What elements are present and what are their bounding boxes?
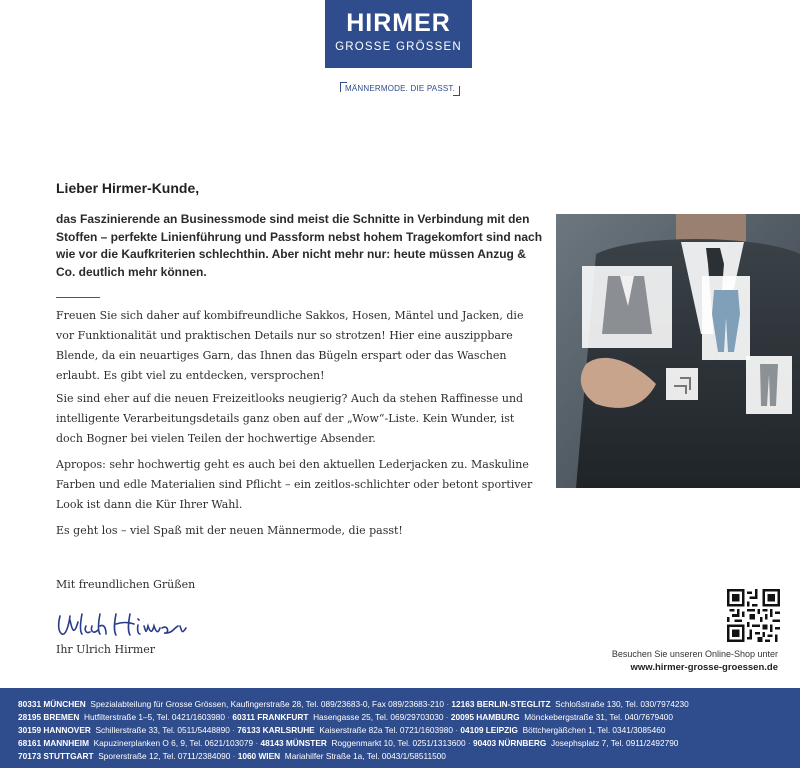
store-city: 90403 NÜRNBERG [473, 738, 547, 748]
store-detail: Hutfilterstraße 1–5, Tel. 0421/1603980 [83, 712, 225, 722]
letter-paragraph: Es geht los – viel Spaß mit der neuen Männermode, die passt! [56, 524, 403, 537]
store-line: 30159 HANNOVER Schillerstraße 33, Tel. 0511/5448890 · 76133 KARLSRUHE Kaiserstraße 82a Tel. 0721/1603980 · 04109 LEIPZIG Böttchergäßchen 1, Tel. 0341/3085460 [18, 725, 666, 735]
store-detail: Mönckebergstraße 31, Tel. 040/7679400 [524, 712, 674, 722]
store-line: 80331 MÜNCHEN Spezialabteilung für Grosse Grössen, Kaufingerstraße 28, Tel. 089/23683-0, Fax 089/23683-210 · 12163 BERLIN-STEGLITZ Schloßstraße 130, Tel. 030/7974230 [18, 699, 689, 709]
letter-greeting: Lieber Hirmer-Kunde, [56, 180, 200, 196]
store-detail: Kapuzinerplanken O 6, 9, Tel. 0621/103079 [93, 738, 254, 748]
store-line: 28195 BREMEN Hutfilterstraße 1–5, Tel. 0421/1603980 · 60311 FRANKFURT Hasengasse 25, Tel. 069/29703030 · 20095 HAMBURG Mönckebergstraße 31, Tel. 040/7679400 [18, 712, 674, 722]
store-city: 1060 WIEN [237, 751, 281, 761]
store-detail: Sporerstraße 12, Tel. 0711/2384090 [98, 751, 231, 761]
store-footer [0, 688, 800, 768]
store-city: 12163 BERLIN-STEGLITZ [451, 699, 551, 709]
store-city: 48143 MÜNSTER [260, 738, 327, 748]
store-city: 20095 HAMBURG [450, 712, 520, 722]
store-city: 60311 FRANKFURT [232, 712, 309, 722]
store-city: 80331 MÜNCHEN [18, 699, 86, 709]
store-detail: Hasengasse 25, Tel. 069/29703030 [313, 712, 444, 722]
store-detail: Mariahilfer Straße 1a, Tel. 0043/1/58511500 [284, 751, 446, 761]
store-detail: Böttchergäßchen 1, Tel. 0341/3085460 [522, 725, 666, 735]
photo-illustration [556, 214, 800, 488]
store-city: 76133 KARLSRUHE [237, 725, 315, 735]
store-detail: Kaiserstraße 82a Tel. 0721/1603980 [319, 725, 453, 735]
shop-label: Besuchen Sie unseren Online-Shop unter [611, 649, 778, 659]
letter-intro: das Faszinierende an Businessmode sind meist die Schnitte in Verbindung mit den Stoffen – perfekte Linienführung und Passform nebst hohem Tragekomfort sind nach wie vor die Kaufkriterien schlechthin. Aber nicht mehr nur: heute müssen Anzug & Co. deutlich mehr können. [56, 212, 543, 279]
store-detail: Schillerstraße 33, Tel. 0511/5448890 [95, 725, 230, 735]
store-city: 70173 STUTTGART [18, 751, 94, 761]
qr-code-icon [727, 589, 780, 642]
letter-paragraph: Freuen Sie sich daher auf kombifreundliche Sakkos, Hosen, Mäntel und Jacken, die vor Funktionalität und praktischen Details nur so strotzen! Hier eine auszippbare Blende, da ein neuartiges Garn, das Ihnen das Bügeln erspart oder das Waschen erlaubt. Es gibt viel zu entdecken, versprochen! [56, 309, 524, 382]
store-city: 28195 BREMEN [18, 712, 80, 722]
letter-paragraph: Sie sind eher auf die neuen Freizeitlooks neugierig? Auch da stehen Raffinesse und intelligente Verarbeitungsdetails ganz oben auf der „Wow“-Liste. Kein Wunder, ist doch Bogner bei vielen Teilen der hochwertige Absender. [56, 392, 524, 445]
store-detail: Spezialabteilung für Grosse Grössen, Kaufingerstraße 28, Tel. 089/23683-0, Fax 089/23683-210 [90, 699, 445, 709]
store-detail: Josephsplatz 7, Tel. 0911/2492790 [550, 738, 679, 748]
divider [56, 297, 100, 298]
brand-logo [325, 0, 472, 68]
letter-closing: Mit freundlichen Grüßen [56, 578, 196, 591]
store-city: 30159 HANNOVER [18, 725, 91, 735]
brand-name: HIRMER [346, 9, 451, 37]
brand-slogan: MÄNNERMODE. DIE PASST. [340, 82, 460, 96]
letter-paragraph: Apropos: sehr hochwertig geht es auch bei den aktuellen Lederjacken zu. Maskuline Farben und edle Materialien sind Pflicht – ein zeitlos-schlichter oder betont sportiver Look ist dann die Kür Ihrer Wahl. [56, 458, 533, 511]
store-city: 68161 MANNHEIM [18, 738, 90, 748]
signer-name: Ihr Ulrich Hirmer [56, 643, 156, 656]
store-city: 04109 LEIPZIG [460, 725, 519, 735]
brand-subtitle: GROSSE GRÖSSEN [335, 41, 462, 53]
business-photo [556, 214, 800, 488]
store-detail: Schloßstraße 130, Tel. 030/7974230 [555, 699, 689, 709]
store-line: 68161 MANNHEIM Kapuzinerplanken O 6, 9, Tel. 0621/103079 · 48143 MÜNSTER Roggenmarkt 10, Tel. 0251/1313600 · 90403 NÜRNBERG Josephsplatz 7, Tel. 0911/2492790 [18, 738, 679, 748]
qr-code[interactable] [727, 589, 780, 642]
store-line: 70173 STUTTGART Sporerstraße 12, Tel. 0711/2384090 · 1060 WIEN Mariahilfer Straße 1a, Tel. 0043/1/58511500 [18, 751, 446, 761]
signature-image [54, 610, 204, 646]
shop-url-link[interactable]: www.hirmer-grosse-groessen.de [630, 662, 778, 673]
store-detail: Roggenmarkt 10, Tel. 0251/1313600 [331, 738, 466, 748]
